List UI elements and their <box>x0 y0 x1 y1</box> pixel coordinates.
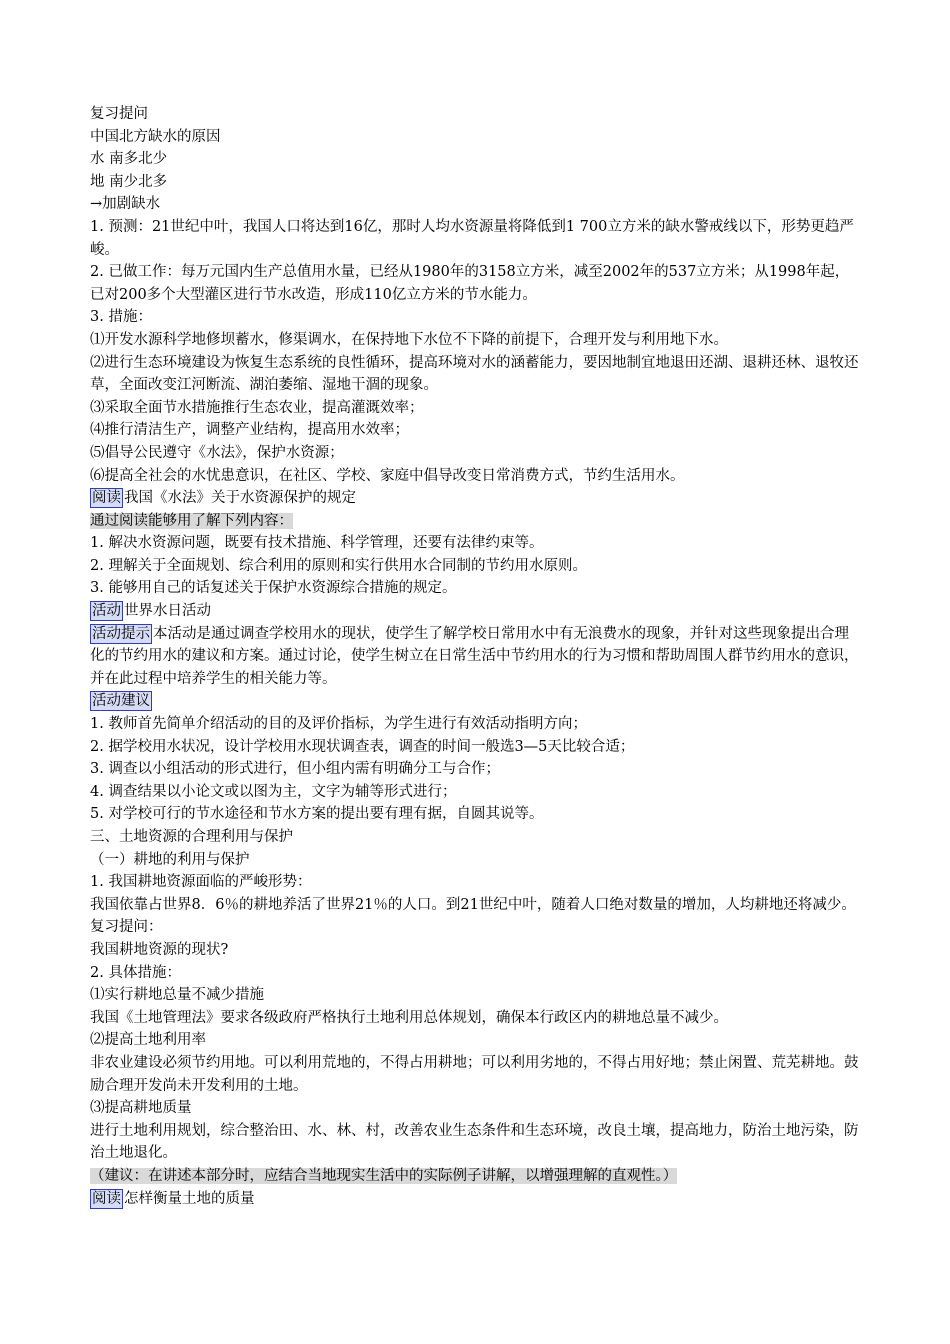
paragraph-text: 5. 对学校可行的节水途径和节水方案的提出要有理有据，自圆其说等。 <box>90 806 544 823</box>
paragraph <box>90 736 862 759</box>
paragraph <box>90 442 862 465</box>
paragraph-text: 本活动是通过调查学校用水的现状，使学生了解学校日常用水中有无浪费水的现象，并针对这些现象提出合理化的节约用水的建议和方案。通过讨论，使学生树立在日常生活中节约用水的行为习惯和帮助周围人群节约用水的意识，并在此过程中培养学生的相关能力等。 <box>90 625 859 687</box>
paragraph <box>90 1165 862 1188</box>
paragraph <box>90 1052 862 1097</box>
paragraph <box>90 510 862 533</box>
paragraph <box>90 758 862 781</box>
paragraph <box>90 962 862 985</box>
paragraph <box>90 352 862 397</box>
paragraph <box>90 984 862 1007</box>
paragraph-text: ⑸倡导公民遵守《水法》，保护水资源； <box>90 444 344 461</box>
paragraph <box>90 623 862 691</box>
paragraph-text: 3. 调查以小组活动的形式进行，但小组内需有明确分工与合作； <box>90 761 500 778</box>
paragraph <box>90 419 862 442</box>
paragraph-text: 我国耕地资源的现状? <box>90 941 229 958</box>
paragraph-text: 2. 具体措施： <box>90 964 181 981</box>
paragraph-text: ⑴开发水源科学地修坝蓄水，修渠调水，在保持地下水位不下降的前提下，合理开发与利用地下水。 <box>90 331 728 348</box>
paragraph-text: ⑶采取全面节水措施推行生态农业，提高灌溉效率； <box>90 399 424 416</box>
paragraph <box>90 555 862 578</box>
paragraph <box>90 916 862 939</box>
paragraph-text: ⑹提高全社会的水忧患意识，在社区、学校、家庭中倡导改变日常消费方式，节约生活用水。 <box>90 467 685 484</box>
paragraph-text: 进行土地利用规划，综合整治田、水、林、村，改善农业生态条件和生态环境，改良土壤，提高地力，防治土地污染，防治土地退化。 <box>90 1122 859 1162</box>
paragraph <box>90 397 862 420</box>
paragraph <box>90 171 862 194</box>
paragraph-text: 非农业建设必须节约用地。可以利用荒地的，不得占用耕地；可以利用劣地的，不得占用好地；禁止闲置、荒芜耕地。鼓励合理开发尚未开发利用的土地。 <box>90 1054 859 1094</box>
paragraph <box>90 1120 862 1165</box>
paragraph-text: ⑷推行清洁生产，调整产业结构，提高用水效率； <box>90 422 409 439</box>
paragraph <box>90 849 862 872</box>
section-tag: 阅读 <box>92 490 121 507</box>
paragraph <box>90 577 862 600</box>
paragraph-text: ⑵进行生态环境建设为恢复生态系统的良性循环，提高环境对水的涵蓄能力，要因地制宜地退田还湖、退耕还林、退牧还草，全面改变江河断流、湖泊萎缩、湿地干涸的现象。 <box>90 354 859 394</box>
paragraph <box>90 939 862 962</box>
document-body <box>90 103 862 1210</box>
paragraph <box>90 532 862 555</box>
paragraph-text: 地 南少北多 <box>90 173 168 190</box>
paragraph <box>90 261 862 306</box>
paragraph <box>90 1097 862 1120</box>
paragraph-text: ⑴实行耕地总量不减少措施 <box>90 987 264 1004</box>
paragraph-text: 三、土地资源的合理利用与保护 <box>90 829 293 845</box>
paragraph <box>90 1007 862 1030</box>
paragraph-text: 水 南多北少 <box>90 151 168 168</box>
paragraph <box>90 690 862 713</box>
section-tag: 活动建议 <box>92 693 150 710</box>
section-tag: 活动 <box>92 603 121 620</box>
paragraph <box>90 126 862 149</box>
paragraph-text: 世界水日活动 <box>124 603 211 620</box>
paragraph-text: 1. 教师首先简单介绍活动的目的及评价指标，为学生进行有效活动指明方向； <box>90 716 587 733</box>
paragraph <box>90 103 862 126</box>
paragraph <box>90 193 862 216</box>
paragraph-text: ⑵提高土地利用率 <box>90 1032 206 1049</box>
paragraph-text: 我国依靠占世界8．6％的耕地养活了世界21％的人口。到21世纪中叶，随着人口绝对数量的增加，人均耕地还将减少。 <box>90 896 856 913</box>
paragraph-text: →加剧缺水 <box>90 196 161 213</box>
section-tag: 活动提示 <box>92 625 150 642</box>
paragraph-text: 复习提问 <box>90 106 148 122</box>
section-tag: 阅读 <box>92 1190 121 1207</box>
paragraph-text: 2. 理解关于全面规划、综合利用的原则和实行供用水合同制的节约用水原则。 <box>90 557 587 574</box>
paragraph <box>90 826 862 849</box>
paragraph <box>90 1029 862 1052</box>
paragraph <box>90 1188 862 1211</box>
paragraph-text: 2. 已做工作：每万元国内生产总值用水量，已经从1980年的3158立方米，减至2002年的537立方米；从1998年起，已对200多个大型灌区进行节水改造，形成110亿立方米的节水能力。 <box>90 264 850 303</box>
paragraph-text: 1. 我国耕地资源面临的严峻形势： <box>90 874 312 891</box>
paragraph <box>90 465 862 488</box>
paragraph <box>90 894 862 917</box>
paragraph-text: 我国《水法》关于水资源保护的规定 <box>124 490 356 507</box>
paragraph <box>90 487 862 510</box>
paragraph-text: 中国北方缺水的原因 <box>90 128 221 145</box>
paragraph <box>90 216 862 261</box>
paragraph <box>90 148 862 171</box>
paragraph <box>90 306 862 329</box>
paragraph <box>90 713 862 736</box>
paragraph-text: 1. 预测：21世纪中叶，我国人口将达到16亿，那时人均水资源量将降低到1 700立方米的缺水警戒线以下，形势更趋严峻。 <box>90 218 854 258</box>
highlighted-text: 通过阅读能够用了解下列内容： <box>90 512 293 529</box>
paragraph-text: 我国《土地管理法》要求各级政府严格执行土地利用总体规划，确保本行政区内的耕地总量不减少。 <box>90 1009 728 1026</box>
paragraph-text: 3. 措施： <box>90 309 152 326</box>
paragraph <box>90 781 862 804</box>
paragraph-text: （一）耕地的利用与保护 <box>90 851 250 868</box>
paragraph-text: 2. 据学校用水状况，设计学校用水现状调查表，调查的时间一般选3—5天比较合适； <box>90 738 635 755</box>
paragraph-text: ⑶提高耕地质量 <box>90 1100 192 1117</box>
paragraph <box>90 329 862 352</box>
paragraph-text: 复习提问： <box>90 919 163 936</box>
paragraph-text: 1. 解决水资源问题，既要有技术措施、科学管理，还要有法律约束等。 <box>90 535 544 552</box>
paragraph <box>90 871 862 894</box>
paragraph-text: 怎样衡量土地的质量 <box>124 1190 255 1207</box>
paragraph <box>90 600 862 623</box>
paragraph-text: 3. 能够用自己的话复述关于保护水资源综合措施的规定。 <box>90 580 457 597</box>
paragraph <box>90 803 862 826</box>
highlighted-text: （建议：在讲述本部分时，应结合当地现实生活中的实际例子讲解，以增强理解的直观性。） <box>90 1167 678 1184</box>
paragraph-text: 4. 调查结果以小论文或以图为主，文字为辅等形式进行； <box>90 783 457 800</box>
